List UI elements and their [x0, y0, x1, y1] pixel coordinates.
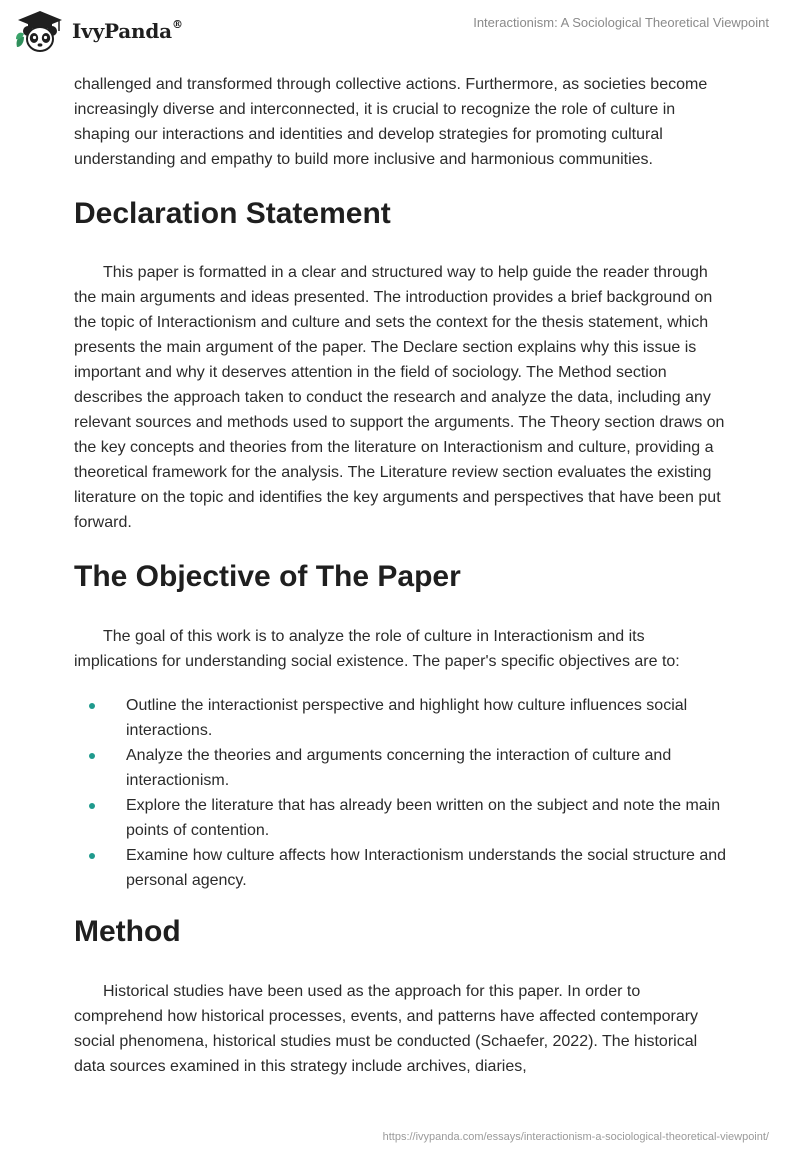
list-item — [74, 743, 726, 793]
bullet-icon — [89, 853, 95, 859]
bullet-icon — [89, 753, 95, 759]
document-title: Interactionism: A Sociological Theoretical Viewpoint — [473, 15, 769, 30]
list-item — [74, 693, 726, 743]
essay-body — [74, 72, 726, 1079]
brand-name: IvyPanda® — [72, 18, 183, 43]
objective-paragraph: The goal of this work is to analyze the role of culture in Interactionism and its implications for understanding social existence. The paper's specific objectives are to: — [74, 628, 680, 670]
method-heading: Method — [74, 915, 181, 948]
bullet-icon — [89, 803, 95, 809]
list-item-text: Analyze the theories and arguments concerning the interaction of culture and interactionism. — [126, 747, 672, 789]
panda-graduate-icon — [14, 9, 66, 53]
declaration-heading: Declaration Statement — [74, 197, 391, 230]
bullet-icon — [89, 703, 95, 709]
list-item — [74, 843, 726, 893]
list-item-text: Outline the interactionist perspective and highlight how culture influences social interactions. — [126, 697, 688, 739]
list-item — [74, 793, 726, 843]
source-url[interactable]: https://ivypanda.com/essays/interactionism-a-sociological-theoretical-viewpoint/ — [382, 1131, 769, 1143]
page-header — [0, 0, 800, 62]
method-paragraph: Historical studies have been used as the approach for this paper. In order to comprehend how historical processes, events, and patterns have affected contemporary social phenomena, historical studies must be conducted (Schaefer, 2022). The historical data sources examined in this strategy include archives, diaries, — [74, 983, 699, 1075]
list-item-text: Examine how culture affects how Interactionism understands the social structure and personal agency. — [126, 847, 727, 889]
ivypanda-logo[interactable] — [14, 9, 183, 53]
list-item-text: Explore the literature that has already been written on the subject and note the main points of contention. — [126, 797, 721, 839]
declaration-paragraph: This paper is formatted in a clear and structured way to help guide the reader through the main arguments and ideas presented. The introduction provides a brief background on the topic of Interactionism and culture and sets the context for the thesis statement, which presents the main argument of the paper. The Declare section explains why this issue is important and why it deserves attention in the field of sociology. The Method section describes the approach taken to conduct the research and analyze the data, including any relevant sources and methods used to support the arguments. The Theory section draws on the key concepts and theories from the literature on Interactionism and culture, providing a theoretical framework for the analysis. The Literature review section evaluates the existing literature on the topic and identifies the key arguments and perspectives that have been put forward. — [74, 264, 725, 531]
intro-paragraph: challenged and transformed through collective actions. Furthermore, as societies become increasingly diverse and interconnected, it is crucial to recognize the role of culture in shaping our interactions and identities and develop strategies for promoting cultural understanding and empathy to build more inclusive and harmonious communities. — [74, 76, 708, 168]
objective-heading: The Objective of The Paper — [74, 560, 461, 593]
objectives-list — [74, 693, 726, 893]
